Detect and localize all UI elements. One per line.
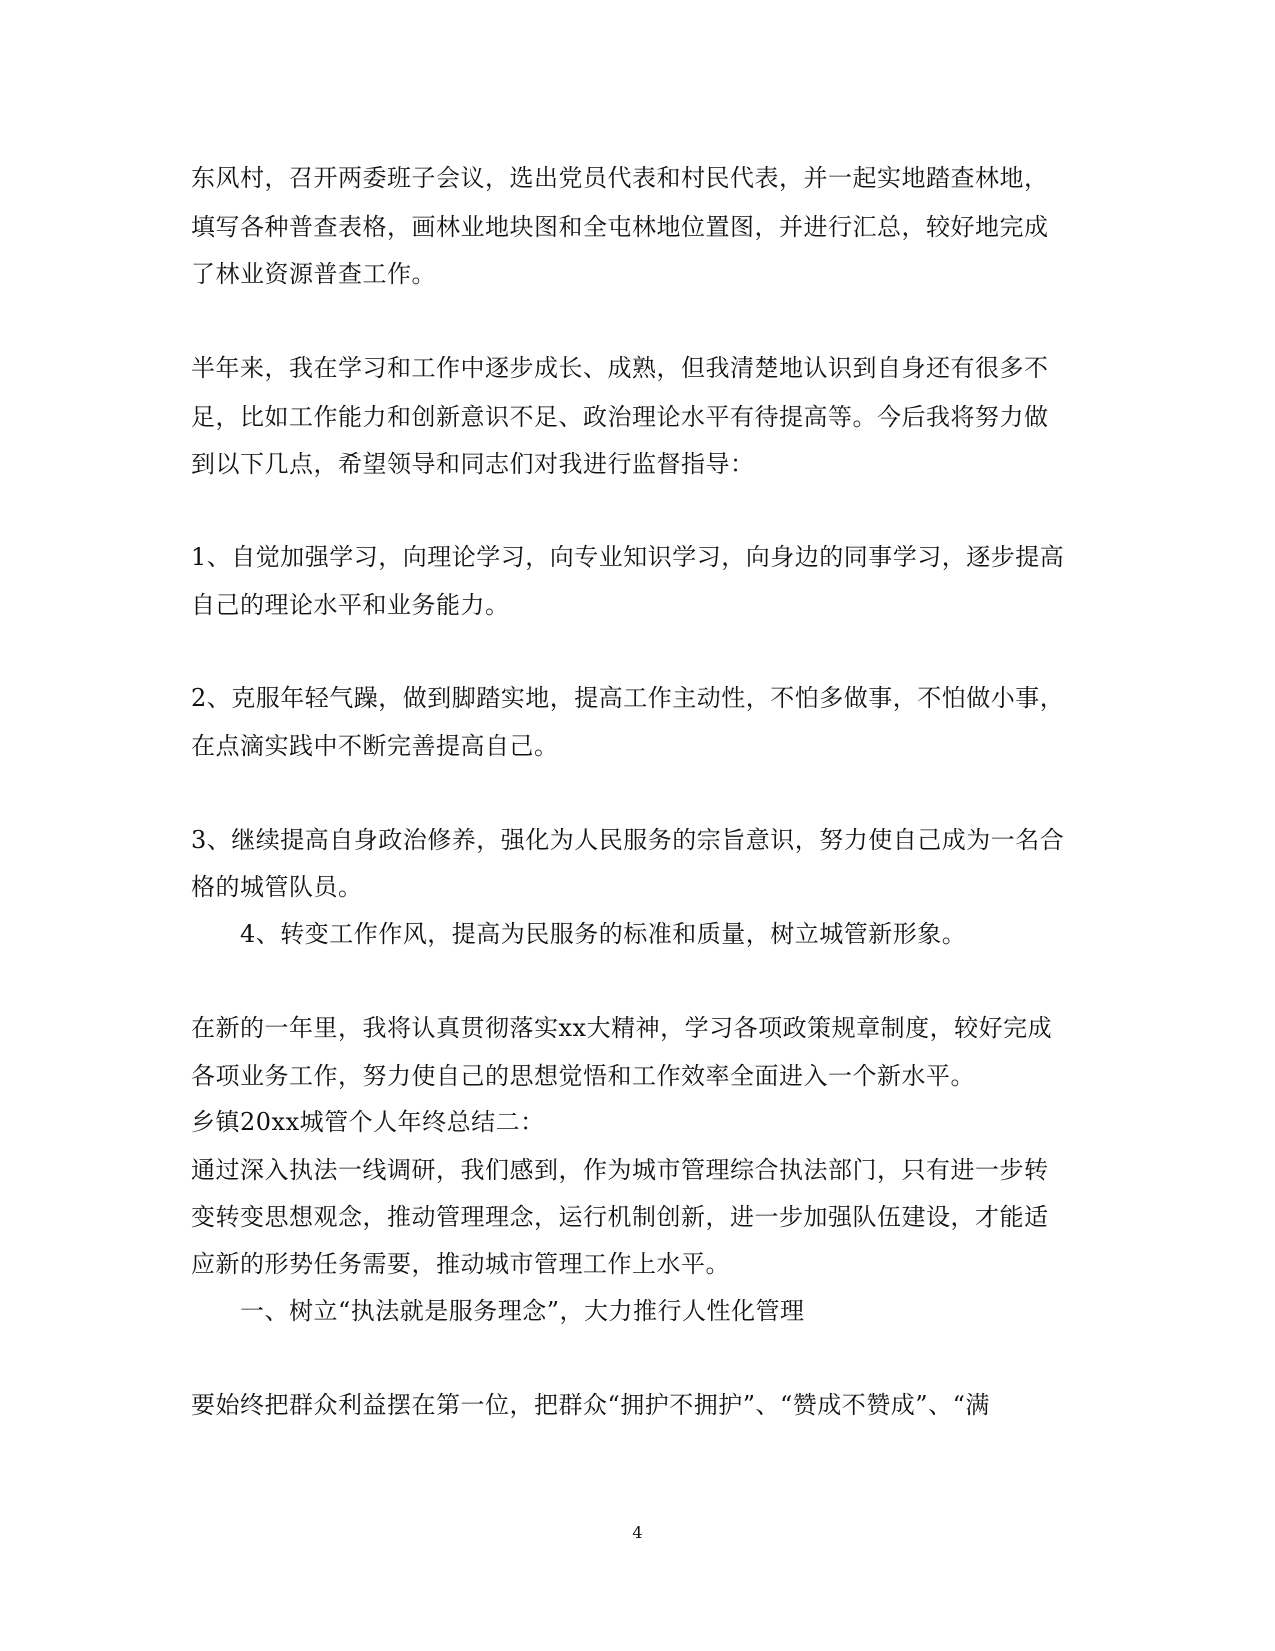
section-title: 乡镇20xx城管个人年终总结二： bbox=[191, 1108, 545, 1136]
text-line: 应新的形势任务需要，推动城市管理工作上水平。 bbox=[191, 1250, 730, 1278]
text-line: 了林业资源普查工作。 bbox=[191, 260, 436, 288]
text-line: 变转变思想观念，推动管理理念，运行机制创新，进一步加强队伍建设，才能适 bbox=[191, 1203, 1049, 1231]
text-line: 填写各种普查表格，画林业地块图和全屯林地位置图，并进行汇总，较好地完成 bbox=[191, 213, 1049, 241]
page-number: 4 bbox=[632, 1523, 643, 1542]
list-item-4: 4、转变工作作风，提高为民服务的标准和质量，树立城管新形象。 bbox=[240, 920, 967, 948]
list-item-2: 2、克服年轻气躁，做到脚踏实地，提高工作主动性，不怕多做事，不怕做小事， bbox=[191, 684, 1065, 712]
text-line: 半年来，我在学习和工作中逐步成长、成熟，但我清楚地认识到自身还有很多不 bbox=[191, 354, 1049, 382]
text-line: 要始终把群众利益摆在第一位，把群众“拥护不拥护”、“赞成不赞成”、“满 bbox=[191, 1391, 990, 1419]
list-item-1: 1、自觉加强学习，向理论学习，向专业知识学习，向身边的同事学习，逐步提高 bbox=[191, 543, 1065, 571]
text-line: 足，比如工作能力和创新意识不足、政治理论水平有待提高等。今后我将努力做 bbox=[191, 403, 1049, 431]
text-line: 各项业务工作，努力使自己的思想觉悟和工作效率全面进入一个新水平。 bbox=[191, 1062, 975, 1090]
list-item-3: 3、继续提高自身政治修养，强化为人民服务的宗旨意识，努力使自己成为一名合 bbox=[191, 826, 1065, 854]
text-line: 东风村，召开两委班子会议，选出党员代表和村民代表，并一起实地踏查林地， bbox=[191, 164, 1049, 192]
text-line: 通过深入执法一线调研，我们感到，作为城市管理综合执法部门，只有进一步转 bbox=[191, 1156, 1049, 1184]
text-line: 到以下几点，希望领导和同志们对我进行监督指导： bbox=[191, 450, 755, 478]
text-line: 格的城管队员。 bbox=[191, 873, 363, 901]
text-line: 在新的一年里，我将认真贯彻落实xx大精神，学习各项政策规章制度，较好完成 bbox=[191, 1014, 1053, 1042]
text-line: 自己的理论水平和业务能力。 bbox=[191, 591, 510, 619]
subheading: 一、树立“执法就是服务理念”，大力推行人性化管理 bbox=[240, 1297, 805, 1325]
text-line: 在点滴实践中不断完善提高自己。 bbox=[191, 732, 559, 760]
